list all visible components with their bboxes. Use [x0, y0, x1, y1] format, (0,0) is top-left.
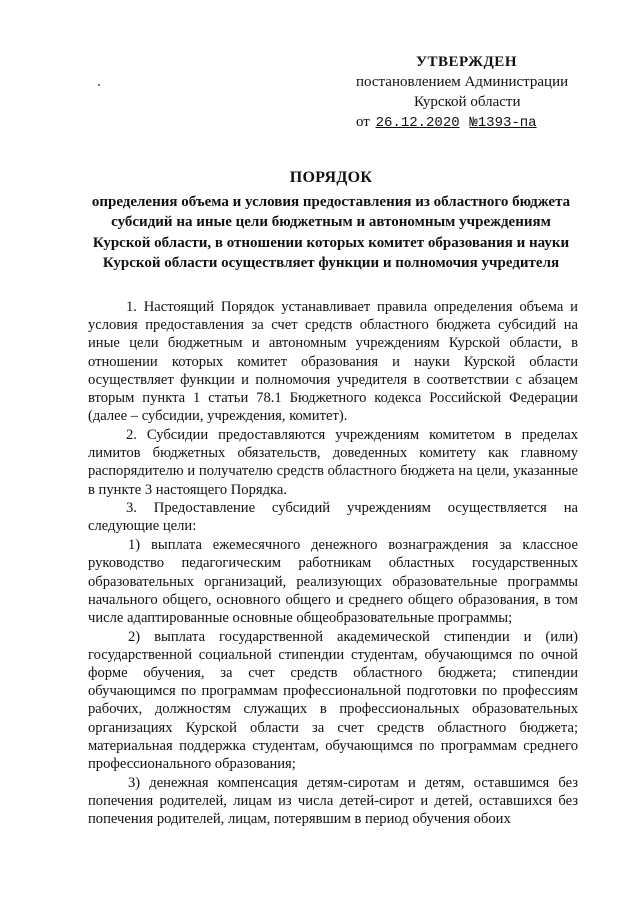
approval-date-line — [356, 112, 596, 133]
paragraph-2: 2. Субсидии предоставляются учреждениям комитетом в пределах лимитов бюджетных обязательств, доведенных комитету как главному распорядителю и получателю средств областного бюджета на цели, указанные в пункте 3 настоящего Порядка. — [88, 426, 578, 498]
paragraph-3: 3. Предоставление субсидий учреждениям осуществляется на следующие цели: — [88, 500, 578, 535]
approval-resolution-line: постановлением Администрации — [356, 74, 569, 90]
document-title-block — [88, 168, 574, 274]
subitem-3: 3) денежная компенсация детям-сиротам и детям, оставшимся без попечения родителей, лицам из числа детей-сирот и детей, оставшихся без попечения родителей, лицам, потерявшим в период обучения обоих — [88, 774, 578, 828]
approval-stamp-block — [356, 52, 596, 133]
approval-region-line: Курской области — [414, 94, 521, 110]
document-subtitle: определения объема и условия предоставления из областного бюджета субсидий на иные цели бюджетным и автономным учреждениям Курской области, в отношении которых комитет образования и науки Курской области осуществляет функции и полномочия учредителя — [91, 193, 571, 271]
approval-date: 26.12.2020 — [375, 115, 460, 131]
document-title: ПОРЯДОК — [289, 169, 373, 186]
approval-number: №1393-па — [469, 115, 537, 131]
date-prefix: от — [356, 114, 370, 130]
document-body — [88, 298, 578, 829]
scan-speck — [98, 84, 100, 86]
subitem-2: 2) выплата государственной академической стипендии и (или) государственной социальной стипендии студентам, обучающимся по очной форме обучения, за счет средств областного бюджета; стипендии обучающимся по программам профессиональной подготовки по профессиям рабочих, должностям служащих в профессиональных образовательных организациях Курской области за счет средств областного бюджета; материальная поддержка студентам, обучающимся по программам среднего профессионального образования; — [88, 628, 578, 773]
approved-heading: УТВЕРЖДЕН — [416, 54, 517, 70]
subitem-1: 1) выплата ежемесячного денежного вознаграждения за классное руководство педагогическим работникам областных государственных образовательных организаций, реализующих образовательные программы начального общего, основного общего и среднего общего образования, в том числе адаптированные основные общеобразовательные программы; — [88, 537, 578, 626]
paragraph-1: 1. Настоящий Порядок устанавливает правила определения объема и условия предоставления за счет средств областного бюджета субсидий на иные цели бюджетным и автономным учреждениям Курской области, в отношении которых комитет образования и науки Курской области осуществляет функции и полномочия учредителя в соответствии с абзацем вторым пункта 1 статьи 78.1 Бюджетного кодекса Российской Федерации (далее – субсидии, учреждения, комитет). — [88, 299, 578, 425]
